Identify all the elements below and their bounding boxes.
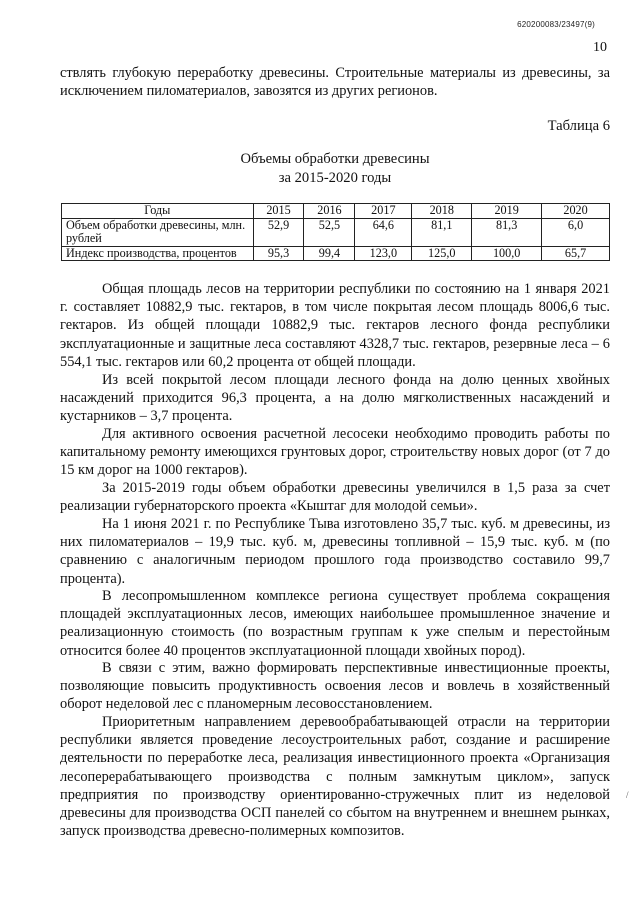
paragraph-conifer-share: Из всей покрытой лесом площади лесного фонда на долю ценных хвойных насаждений приходится 96,3 процента, а на долю мягколиственных насаждений и кустарников – 3,7 процента. (60, 372, 610, 425)
table-cell: 64,6 (355, 218, 412, 246)
document-id: 620200083/23497(9) (517, 20, 595, 29)
header-cell-2015: 2015 (253, 204, 304, 219)
header-cell-2016: 2016 (304, 204, 355, 219)
table-cell: 95,3 (253, 246, 304, 261)
table-row-index (62, 246, 610, 261)
table-row-volume (62, 218, 610, 246)
table-title-line-1: Объемы обработки древесины (240, 151, 430, 167)
table-cell: 81,1 (412, 218, 472, 246)
paragraph-forest-area: Общая площадь лесов на территории республики по состоянию на 1 января 2021 г. составляет 10882,9 тыс. гектаров, в том числе покрытая лесом площадь 8006,6 тыс. гектаров. Из общей площади 10882,9 тыс. гектаров лесного фонда республики эксплуатационные и защитные леса составляют 4328,7 тыс. гектаров, резервные леса – 6 554,1 тыс. гектаров или 60,2 процента от общей площади. (60, 281, 610, 370)
table-header-row (62, 204, 610, 219)
table-cell: 52,9 (253, 218, 304, 246)
paragraph-projects: В связи с этим, важно формировать перспективные инвестиционные проекты, позволяющие повысить продуктивность освоения лесов и вовлечь в хозяйственный оборот неделовой лес с планомерным лесовосстановлением. (60, 660, 610, 713)
paragraph-production: На 1 июня 2021 г. по Республике Тыва изготовлено 35,7 тыс. куб. м древесины, из них пиломатериалов – 19,9 тыс. куб. м, древесины топливной – 15,9 тыс. куб. м (по сравнению с аналогичным периодом прошлого года производство составило 99,7 процента). (60, 516, 610, 587)
table-cell: 81,3 (472, 218, 542, 246)
table-label: Таблица 6 (547, 118, 610, 134)
table-cell: 99,4 (304, 246, 355, 261)
table-title (60, 150, 610, 188)
paragraph-growth: За 2015-2019 годы объем обработки древесины увеличился в 1,5 раза за счет реализации губернаторского проекта «Кыштаг для молодой семьи». (60, 480, 610, 515)
paragraph-problem: В лесопромышленном комплексе региона существует проблема сокращения площадей эксплуатационных лесов, имеющих наибольшее промышленное значение и реализационную стоимость (по возрастным группам к уже спелым и перестойным относится более 40 процентов эксплуатационной площади хвойных пород). (60, 588, 610, 659)
table-cell: 100,0 (472, 246, 542, 261)
table-cell: 65,7 (542, 246, 610, 261)
table-cell: 52,5 (304, 218, 355, 246)
page-number: 10 (593, 40, 607, 55)
table-title-line-2: за 2015-2020 годы (278, 170, 392, 186)
row-label-index: Индекс производства, процентов (62, 246, 254, 261)
header-cell-2017: 2017 (355, 204, 412, 219)
header-cell-2019: 2019 (472, 204, 542, 219)
header-cell-2018: 2018 (412, 204, 472, 219)
table-cell: 125,0 (412, 246, 472, 261)
header-cell-2020: 2020 (542, 204, 610, 219)
table-cell: 123,0 (355, 246, 412, 261)
wood-processing-table (61, 203, 610, 261)
row-label-volume: Объем обработки древесины, млн. рублей (62, 218, 254, 246)
paragraph-roads: Для активного освоения расчетной лесосеки необходимо проводить работы по капитальному ремонту имеющихся грунтовых дорог, строительству новых дорог (от 7 до 15 км дорог на 1000 гектаров). (60, 426, 610, 479)
header-cell-years: Годы (62, 204, 254, 219)
table-cell: 6,0 (542, 218, 610, 246)
edge-mark: / (626, 790, 629, 800)
intro-paragraph: ствлять глубокую переработку древесины. Строительные материалы из древесины, за исключением пиломатериалов, завозятся из других регионов. (60, 65, 610, 100)
paragraph-priorities: Приоритетным направлением деревообрабатывающей отрасли на территории республики является проведение лесоустроительных работ, создание и расширение деятельности по переработке леса, реализация инвестиционного проекта «Организация лесоперерабатывающего производства с полным замкнутым циклом», запуск предприятия по производству ориентированно-стружечных плит из неделовой древесины для производства ОСП панелей со сбытом на внутреннем и внешнем рынках, запуск производства древесно-полимерных композитов. (60, 714, 610, 840)
